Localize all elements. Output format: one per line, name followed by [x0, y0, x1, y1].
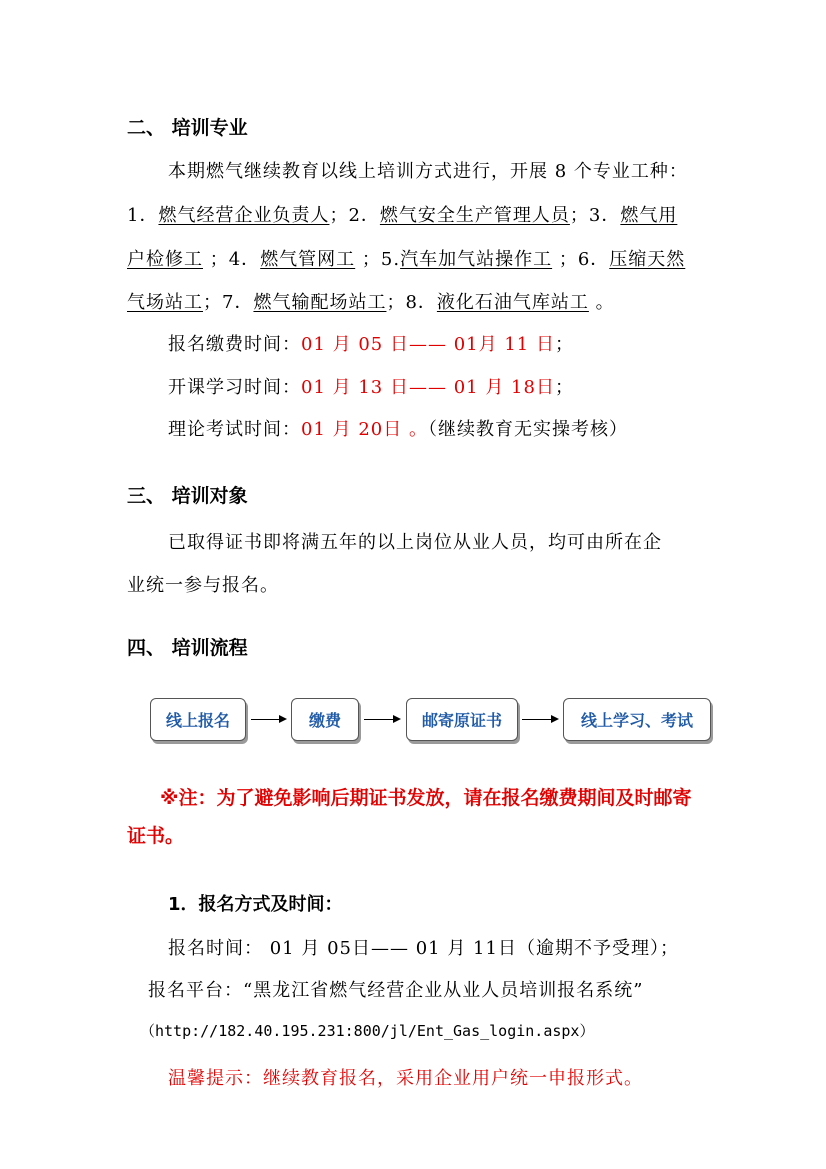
flow-step-signup: 线上报名: [150, 698, 246, 741]
flow-arrow-icon: [251, 719, 285, 720]
profession-separator: ；5.: [355, 249, 401, 270]
profession-number: 1．: [127, 205, 159, 226]
section-3-line-1: 已取得证书即将满五年的以上岗位从业人员，均可由所在企: [168, 532, 662, 553]
exam-time-label: 理论考试时间：: [168, 419, 301, 440]
profession-separator: ；8．: [386, 292, 437, 313]
profession-end: 。: [588, 292, 615, 313]
notice-line-1: ※注：为了避免影响后期证书发放，请在报名缴费期间及时邮寄: [160, 787, 692, 809]
signup-method-heading: 1．报名方式及时间：: [168, 894, 343, 915]
section-3-line-2: 业统一参与报名。: [127, 575, 279, 596]
profession-separator: ；6．: [552, 249, 610, 270]
profession-separator: ；2．: [329, 205, 380, 226]
study-time-label: 开课学习时间：: [168, 377, 301, 398]
profession-line-2: [127, 245, 685, 271]
profession-line-3: [127, 288, 615, 314]
signup-time-value: 01 月 05 日—— 01月 11 日: [301, 334, 555, 355]
notice-line-2: 证书。: [127, 825, 185, 847]
profession-item: 汽车加气站操作工: [400, 249, 553, 270]
profession-separator: ；3．: [569, 205, 621, 226]
flow-step-payment: 缴费: [291, 698, 359, 741]
flow-arrow-icon: [364, 719, 399, 720]
profession-separator: ；4．: [203, 249, 261, 270]
profession-item: 燃气输配场站工: [253, 292, 387, 313]
flow-step-study-exam: 线上学习、考试: [563, 698, 711, 741]
section-4-heading: 四、 培训流程: [127, 637, 248, 659]
signup-platform-url: （http://182.40.195.231:800/jl/Ent_Gas_login.aspx）: [140, 1022, 595, 1040]
warm-tip: 温馨提示：继续教育报名，采用企业用户统一申报形式。: [168, 1068, 643, 1089]
flow-arrow-icon: [522, 719, 557, 720]
profession-line-1: [127, 201, 677, 227]
signup-time-end: ；: [554, 334, 574, 355]
section-2-heading: 二、 培训专业: [127, 117, 248, 139]
signup-platform: 报名平台：“黑龙江省燃气经营企业从业人员培训报名系统”: [148, 980, 644, 1001]
profession-item: 燃气安全生产管理人员: [379, 205, 570, 226]
section-3-heading: 三、 培训对象: [127, 485, 248, 507]
profession-item: 燃气管网工: [260, 249, 356, 270]
profession-item: 液化石油气库站工: [436, 292, 589, 313]
exam-time-value: 01 月 20日 。: [301, 419, 428, 440]
section-2-intro: 本期燃气继续教育以线上培训方式进行，开展 8 个专业工种：: [168, 161, 688, 182]
exam-time-note: （继续教育无实操考核）: [427, 419, 628, 440]
flow-step-mail-certificate: 邮寄原证书: [406, 698, 518, 741]
profession-item: 压缩天然: [609, 249, 686, 270]
signup-time-label: 报名缴费时间：: [168, 334, 301, 355]
profession-item: 户检修工: [127, 249, 203, 270]
study-time-value: 01 月 13 日—— 01 月 18日: [301, 377, 555, 398]
signup-time-row: [168, 330, 574, 356]
profession-separator: ；7．: [203, 292, 254, 313]
study-time-row: [168, 373, 574, 399]
exam-time-row: [168, 415, 628, 441]
profession-item: 气场站工: [127, 292, 203, 313]
profession-item: 燃气经营企业负责人: [158, 205, 330, 226]
signup-time-detail: 报名时间： 01 月 05日—— 01 月 11日（逾期不予受理）；: [168, 938, 679, 959]
profession-item: 燃气用: [620, 205, 678, 226]
study-time-end: ；: [554, 377, 574, 398]
